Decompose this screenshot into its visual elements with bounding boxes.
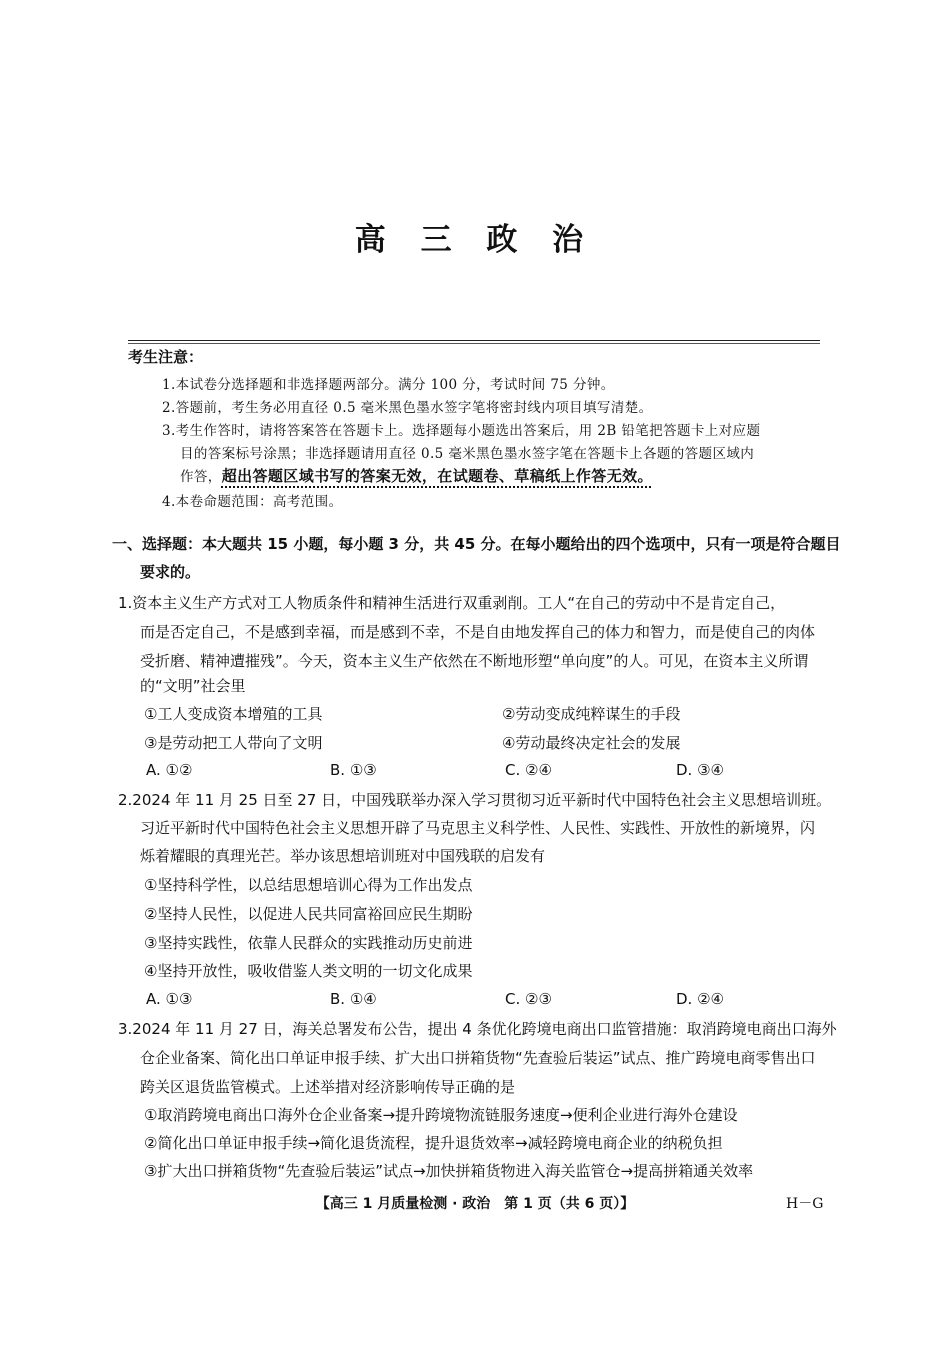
q3-stem-line: 仓企业备案、简化出口单证申报手续、扩大出口拼箱货物“先查验后装运”试点、推广跨境电商零售出口 <box>140 1049 816 1067</box>
header-rule <box>128 340 820 341</box>
q2-item-3: ③坚持实践性，依靠人民群众的实践推动历史前进 <box>144 934 473 952</box>
notice-item-3-prefix: 作答， <box>180 469 222 485</box>
q3-stem-line: 3.2024 年 11 月 27 日，海关总署发布公告，提出 4 条优化跨境电商出口监管措施：取消跨境电商出口海外 <box>118 1020 837 1038</box>
q1-stem-line: 的“文明”社会里 <box>140 677 246 695</box>
q1-stem-line: 1.资本主义生产方式对工人物质条件和精神生活进行双重剥削。工人“在自己的劳动中不是肯定自己， <box>118 594 786 612</box>
notice-item-2: 2.答题前，考生务必用直径 0.5 毫米黑色墨水签字笔将密封线内项目填写清楚。 <box>162 400 653 416</box>
q3-item-3: ③扩大出口拼箱货物“先查验后装运”试点→加快拼箱货物进入海关监管仓→提高拼箱通关效率 <box>144 1162 754 1180</box>
page-footer: 【高三 1 月质量检测 · 政治 第 1 页（共 6 页）】 <box>315 1196 635 1212</box>
notice-item-3-cont: 目的答案标号涂黑；非选择题请用直径 0.5 毫米黑色墨水签字笔在答题卡上各题的答题区域内 <box>180 446 755 462</box>
paper-code: H－G <box>786 1196 824 1212</box>
q1-item-2: ②劳动变成纯粹谋生的手段 <box>502 705 681 723</box>
q3-item-1: ①取消跨境电商出口海外仓企业备案→提升跨境物流链服务速度→便利企业进行海外仓建设 <box>144 1106 738 1124</box>
q1-item-3: ③是劳动把工人带向了文明 <box>144 734 323 752</box>
q1-stem-line: 受折磨、精神遭摧残”。今天，资本主义生产依然在不断地形塑“单向度”的人。可见，在资本主义所谓 <box>140 652 809 670</box>
q1-item-4: ④劳动最终决定社会的发展 <box>502 734 681 752</box>
q3-item-2: ②简化出口单证申报手续→简化退货流程，提升退货效率→减轻跨境电商企业的纳税负担 <box>144 1134 723 1152</box>
q3-stem-line: 跨关区退货监管模式。上述举措对经济影响传导正确的是 <box>140 1078 516 1096</box>
q2-choice-d[interactable]: D. ②④ <box>676 990 724 1008</box>
notice-heading: 考生注意： <box>128 348 204 366</box>
q1-choice-a[interactable]: A. ①② <box>146 761 193 779</box>
section-heading-cont: 要求的。 <box>140 563 201 581</box>
q2-item-2: ②坚持人民性，以促进人民共同富裕回应民生期盼 <box>144 905 473 923</box>
q2-choice-a[interactable]: A. ①③ <box>146 990 193 1008</box>
notice-item-4: 4.本卷命题范围：高考范围。 <box>162 494 343 510</box>
q2-item-4: ④坚持开放性，吸收借鉴人类文明的一切文化成果 <box>144 962 473 980</box>
header-rule-thin <box>128 343 820 344</box>
q2-choice-c[interactable]: C. ②③ <box>505 990 552 1008</box>
notice-item-3: 3.考生作答时，请将答案答在答题卡上。选择题每小题选出答案后，用 2B 铅笔把答题卡上对应题 <box>162 423 761 439</box>
q2-choice-b[interactable]: B. ①④ <box>330 990 377 1008</box>
q2-item-1: ①坚持科学性，以总结思想培训心得为工作出发点 <box>144 876 473 894</box>
notice-item-1: 1.本试卷分选择题和非选择题两部分。满分 100 分，考试时间 75 分钟。 <box>162 377 615 393</box>
notice-item-3-end <box>180 465 653 486</box>
q2-stem-line: 2.2024 年 11 月 25 日至 27 日，中国残联举办深入学习贯彻习近平新时代中国特色社会主义思想培训班。 <box>118 791 832 809</box>
q1-choice-c[interactable]: C. ②④ <box>505 761 552 779</box>
q1-stem-line: 而是否定自己，不是感到幸福，而是感到不幸，不是自由地发挥自己的体力和智力，而是使自己的肉体 <box>140 623 816 641</box>
q2-stem-line: 习近平新时代中国特色社会主义思想开辟了马克思主义科学性、人民性、实践性、开放性的新境界，闪 <box>140 819 816 837</box>
q2-stem-line: 烁着耀眼的真理光芒。举办该思想培训班对中国残联的启发有 <box>140 847 546 865</box>
notice-emphasis: 超出答题区域书写的答案无效，在试题卷、草稿纸上作答无效。 <box>221 467 653 485</box>
page-title: 高 三 政 治 <box>354 222 596 258</box>
q1-item-1: ①工人变成资本增殖的工具 <box>144 705 323 723</box>
q1-choice-b[interactable]: B. ①③ <box>330 761 377 779</box>
section-heading: 一、选择题：本大题共 15 小题，每小题 3 分，共 45 分。在每小题给出的四个选项中，只有一项是符合题目 <box>112 535 841 553</box>
q1-choice-d[interactable]: D. ③④ <box>676 761 724 779</box>
